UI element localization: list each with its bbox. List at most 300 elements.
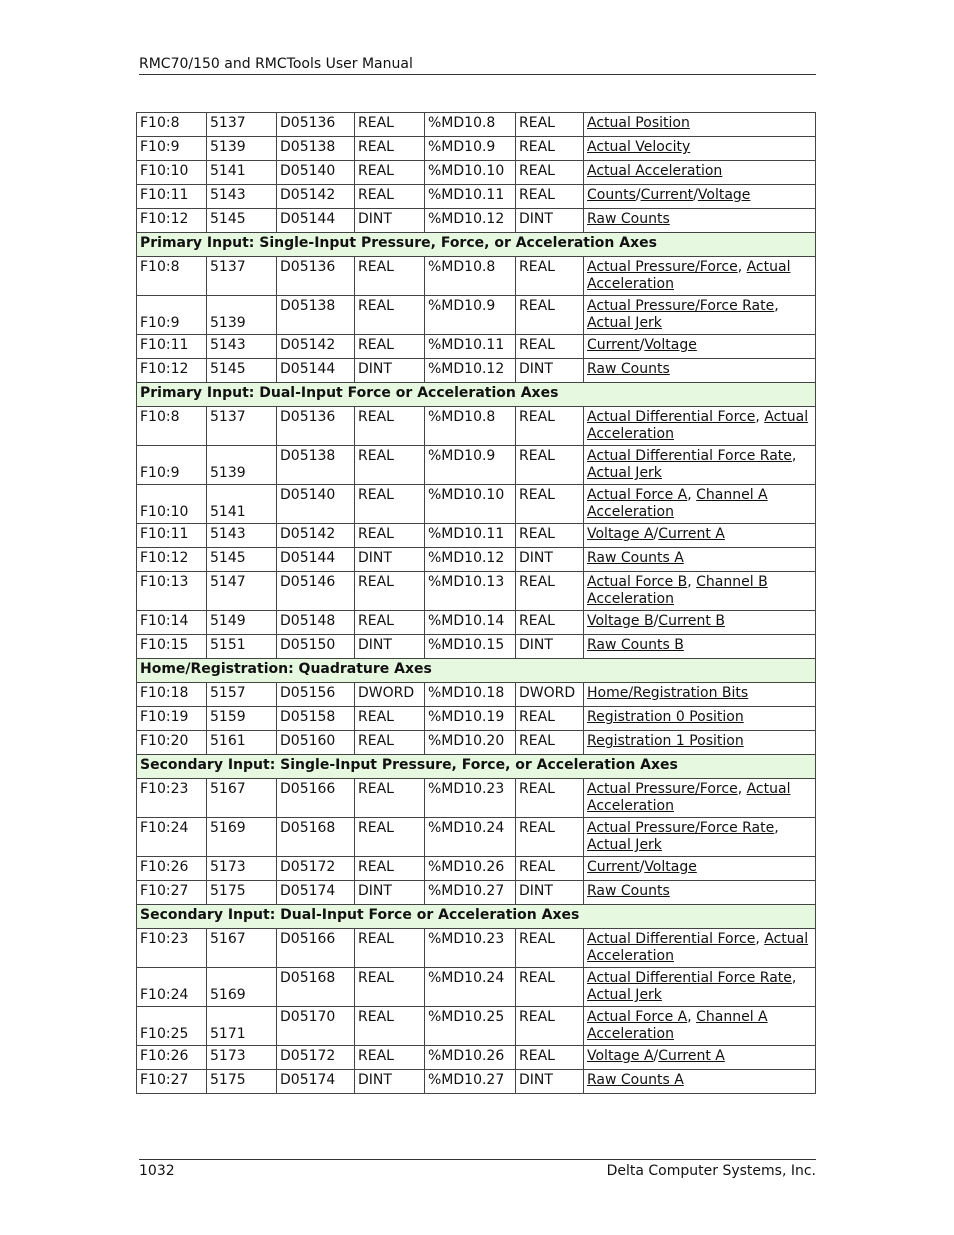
separator-text: , xyxy=(737,781,747,797)
description-cell xyxy=(584,707,816,731)
codesys-type-cell: REAL xyxy=(516,818,584,857)
description-link[interactable]: Actual Differential Force Rate xyxy=(587,448,792,464)
description-link[interactable]: Current B xyxy=(658,613,725,629)
description-link[interactable]: Actual Acceleration xyxy=(587,259,791,292)
section-header-row xyxy=(137,233,816,257)
file-address-cell: F10:26 xyxy=(137,857,207,881)
codesys-address-cell: %MD10.27 xyxy=(425,881,516,905)
description-cell xyxy=(584,161,816,185)
file-address-cell: F10:12 xyxy=(137,209,207,233)
codesys-address-cell: %MD10.9 xyxy=(425,296,516,335)
description-link[interactable]: Channel B Acceleration xyxy=(587,574,768,607)
modbus-address-cell: 5161 xyxy=(207,731,277,755)
description-link[interactable]: Counts xyxy=(587,187,636,203)
description-link[interactable]: Raw Counts xyxy=(587,211,670,227)
iec-type-cell: REAL xyxy=(355,929,425,968)
dfi-address-cell: D05166 xyxy=(277,779,355,818)
modbus-address-cell: 5137 xyxy=(207,407,277,446)
description-link[interactable]: Current A xyxy=(658,526,725,542)
codesys-type-cell: REAL xyxy=(516,929,584,968)
file-address-cell: F10:11 xyxy=(137,185,207,209)
modbus-address-cell: 5175 xyxy=(207,881,277,905)
codesys-type-cell: REAL xyxy=(516,335,584,359)
modbus-address-cell: 5147 xyxy=(207,572,277,611)
description-cell xyxy=(584,572,816,611)
table-row xyxy=(137,185,816,209)
description-link[interactable]: Actual Velocity xyxy=(587,139,691,155)
modbus-address-cell: 5143 xyxy=(207,335,277,359)
iec-type-cell: REAL xyxy=(355,818,425,857)
iec-type-cell: DWORD xyxy=(355,683,425,707)
modbus-address-cell: 5137 xyxy=(207,113,277,137)
description-cell xyxy=(584,779,816,818)
separator-text: , xyxy=(687,574,697,590)
iec-type-cell: REAL xyxy=(355,524,425,548)
description-link[interactable]: Voltage xyxy=(697,187,751,203)
modbus-address-cell: 5151 xyxy=(207,635,277,659)
description-link[interactable]: Current xyxy=(640,187,694,203)
separator-text: , xyxy=(774,820,779,836)
table-row xyxy=(137,635,816,659)
table-row xyxy=(137,881,816,905)
separator-text: / xyxy=(639,337,645,353)
description-cell xyxy=(584,968,816,1007)
table-row xyxy=(137,1046,816,1070)
codesys-address-cell: %MD10.13 xyxy=(425,572,516,611)
file-address-cell: F10:11 xyxy=(137,524,207,548)
codesys-type-cell: REAL xyxy=(516,407,584,446)
codesys-type-cell: REAL xyxy=(516,968,584,1007)
description-link[interactable]: Actual Jerk xyxy=(587,837,662,853)
iec-type-cell: REAL xyxy=(355,611,425,635)
description-link[interactable]: Home/Registration Bits xyxy=(587,685,749,701)
codesys-address-cell: %MD10.20 xyxy=(425,731,516,755)
description-cell xyxy=(584,929,816,968)
dfi-address-cell: D05168 xyxy=(277,968,355,1007)
description-link[interactable]: Actual Acceleration xyxy=(587,163,723,179)
description-link[interactable]: Voltage xyxy=(644,337,697,353)
separator-text: / xyxy=(653,613,659,629)
file-address-cell: F10:11 xyxy=(137,335,207,359)
codesys-type-cell: DINT xyxy=(516,635,584,659)
page-footer xyxy=(139,1159,816,1179)
modbus-address-cell: 5173 xyxy=(207,857,277,881)
iec-type-cell: REAL xyxy=(355,113,425,137)
section-title: Secondary Input: Single-Input Pressure, Force, or Acceleration Axes xyxy=(137,755,816,779)
separator-text: , xyxy=(687,487,697,503)
codesys-address-cell: %MD10.8 xyxy=(425,407,516,446)
table-row xyxy=(137,407,816,446)
description-link[interactable]: Actual Position xyxy=(587,115,690,131)
page-number: 1032 xyxy=(139,1163,175,1179)
file-address-cell: F10:8 xyxy=(137,257,207,296)
description-cell xyxy=(584,1070,816,1094)
codesys-address-cell: %MD10.12 xyxy=(425,359,516,383)
table-row xyxy=(137,209,816,233)
table-row xyxy=(137,1070,816,1094)
codesys-type-cell: REAL xyxy=(516,257,584,296)
file-address-cell: F10:20 xyxy=(137,731,207,755)
description-link[interactable]: Current A xyxy=(658,1048,725,1064)
dfi-address-cell: D05140 xyxy=(277,485,355,524)
iec-type-cell: REAL xyxy=(355,407,425,446)
dfi-address-cell: D05138 xyxy=(277,446,355,485)
iec-type-cell: DINT xyxy=(355,635,425,659)
separator-text: / xyxy=(639,859,645,875)
file-address-cell: F10:10 xyxy=(137,161,207,185)
modbus-address-cell: 5171 xyxy=(207,1007,277,1046)
separator-text: , xyxy=(791,970,797,986)
iec-type-cell: REAL xyxy=(355,296,425,335)
description-link[interactable]: Actual Acceleration xyxy=(587,781,791,814)
codesys-address-cell: %MD10.11 xyxy=(425,185,516,209)
table-row xyxy=(137,929,816,968)
codesys-address-cell: %MD10.23 xyxy=(425,929,516,968)
codesys-type-cell: DINT xyxy=(516,209,584,233)
description-cell xyxy=(584,635,816,659)
description-link[interactable]: Voltage A xyxy=(587,1048,654,1064)
dfi-address-cell: D05150 xyxy=(277,635,355,659)
file-address-cell: F10:27 xyxy=(137,881,207,905)
codesys-address-cell: %MD10.26 xyxy=(425,1046,516,1070)
codesys-type-cell: REAL xyxy=(516,731,584,755)
description-cell xyxy=(584,113,816,137)
codesys-address-cell: %MD10.24 xyxy=(425,818,516,857)
codesys-address-cell: %MD10.18 xyxy=(425,683,516,707)
table-row xyxy=(137,335,816,359)
table-row xyxy=(137,359,816,383)
codesys-type-cell: REAL xyxy=(516,161,584,185)
section-header-row xyxy=(137,905,816,929)
table-row xyxy=(137,113,816,137)
description-cell xyxy=(584,881,816,905)
description-link[interactable]: Actual Pressure/Force Rate xyxy=(587,820,775,836)
description-link[interactable]: Voltage A xyxy=(587,526,654,542)
dfi-address-cell: D05160 xyxy=(277,731,355,755)
modbus-address-cell: 5143 xyxy=(207,185,277,209)
description-link[interactable]: Actual Pressure/Force xyxy=(587,259,738,275)
dfi-address-cell: D05148 xyxy=(277,611,355,635)
section-title: Secondary Input: Dual-Input Force or Acceleration Axes xyxy=(137,905,816,929)
dfi-address-cell: D05142 xyxy=(277,185,355,209)
file-address-cell: F10:12 xyxy=(137,359,207,383)
file-address-cell: F10:25 xyxy=(137,1007,207,1046)
description-link[interactable]: Actual Jerk xyxy=(587,987,662,1003)
modbus-address-cell: 5169 xyxy=(207,818,277,857)
description-link[interactable]: Channel A Acceleration xyxy=(587,487,768,520)
iec-type-cell: DINT xyxy=(355,1070,425,1094)
codesys-address-cell: %MD10.8 xyxy=(425,113,516,137)
description-link[interactable]: Actual Pressure/Force Rate xyxy=(587,298,775,314)
table-row xyxy=(137,257,816,296)
file-address-cell: F10:12 xyxy=(137,548,207,572)
dfi-address-cell: D05168 xyxy=(277,818,355,857)
description-link[interactable]: Current xyxy=(587,337,640,353)
description-link[interactable]: Raw Counts B xyxy=(587,637,684,653)
codesys-type-cell: REAL xyxy=(516,296,584,335)
file-address-cell: F10:26 xyxy=(137,1046,207,1070)
dfi-address-cell: D05144 xyxy=(277,359,355,383)
description-cell xyxy=(584,137,816,161)
modbus-address-cell: 5145 xyxy=(207,209,277,233)
codesys-type-cell: REAL xyxy=(516,611,584,635)
iec-type-cell: REAL xyxy=(355,185,425,209)
codesys-type-cell: REAL xyxy=(516,137,584,161)
description-link[interactable]: Actual Acceleration xyxy=(587,409,809,442)
codesys-address-cell: %MD10.27 xyxy=(425,1070,516,1094)
section-header-row xyxy=(137,755,816,779)
section-title: Primary Input: Single-Input Pressure, Force, or Acceleration Axes xyxy=(137,233,816,257)
table-row xyxy=(137,611,816,635)
description-link[interactable]: Raw Counts A xyxy=(587,550,684,566)
description-link[interactable]: Actual Jerk xyxy=(587,465,662,481)
iec-type-cell: DINT xyxy=(355,881,425,905)
iec-type-cell: REAL xyxy=(355,1007,425,1046)
modbus-address-cell: 5157 xyxy=(207,683,277,707)
codesys-address-cell: %MD10.12 xyxy=(425,548,516,572)
codesys-type-cell: REAL xyxy=(516,779,584,818)
dfi-address-cell: D05144 xyxy=(277,548,355,572)
description-link[interactable]: Actual Jerk xyxy=(587,315,662,331)
dfi-address-cell: D05172 xyxy=(277,857,355,881)
dfi-address-cell: D05140 xyxy=(277,161,355,185)
dfi-address-cell: D05142 xyxy=(277,524,355,548)
file-address-cell: F10:8 xyxy=(137,113,207,137)
separator-text: , xyxy=(755,409,765,425)
codesys-type-cell: DINT xyxy=(516,548,584,572)
description-link[interactable]: Actual Pressure/Force xyxy=(587,781,738,797)
dfi-address-cell: D05136 xyxy=(277,113,355,137)
codesys-type-cell: REAL xyxy=(516,857,584,881)
description-link[interactable]: Raw Counts xyxy=(587,883,670,899)
iec-type-cell: REAL xyxy=(355,161,425,185)
codesys-type-cell: REAL xyxy=(516,1007,584,1046)
register-table xyxy=(136,112,816,1094)
description-cell xyxy=(584,485,816,524)
codesys-type-cell: REAL xyxy=(516,485,584,524)
separator-text: / xyxy=(653,526,659,542)
modbus-address-cell: 5175 xyxy=(207,1070,277,1094)
codesys-address-cell: %MD10.8 xyxy=(425,257,516,296)
modbus-address-cell: 5137 xyxy=(207,257,277,296)
codesys-address-cell: %MD10.11 xyxy=(425,524,516,548)
codesys-address-cell: %MD10.9 xyxy=(425,137,516,161)
table-row xyxy=(137,857,816,881)
file-address-cell: F10:10 xyxy=(137,485,207,524)
codesys-type-cell: DINT xyxy=(516,359,584,383)
dfi-address-cell: D05166 xyxy=(277,929,355,968)
description-cell xyxy=(584,185,816,209)
iec-type-cell: REAL xyxy=(355,257,425,296)
table-row xyxy=(137,779,816,818)
file-address-cell: F10:27 xyxy=(137,1070,207,1094)
dfi-address-cell: D05158 xyxy=(277,707,355,731)
codesys-type-cell: DINT xyxy=(516,881,584,905)
codesys-address-cell: %MD10.9 xyxy=(425,446,516,485)
section-title: Primary Input: Dual-Input Force or Acceleration Axes xyxy=(137,383,816,407)
description-link[interactable]: Voltage B xyxy=(587,613,654,629)
description-cell xyxy=(584,1046,816,1070)
modbus-address-cell: 5139 xyxy=(207,296,277,335)
description-link[interactable]: Actual Acceleration xyxy=(587,931,809,964)
codesys-type-cell: DWORD xyxy=(516,683,584,707)
table-row xyxy=(137,161,816,185)
section-header-row xyxy=(137,383,816,407)
table-row xyxy=(137,572,816,611)
separator-text: / xyxy=(653,1048,659,1064)
codesys-type-cell: REAL xyxy=(516,572,584,611)
description-link[interactable]: Channel A Acceleration xyxy=(587,1009,768,1042)
modbus-address-cell: 5143 xyxy=(207,524,277,548)
modbus-address-cell: 5139 xyxy=(207,446,277,485)
description-link[interactable]: Actual Differential Force xyxy=(587,931,756,947)
description-cell xyxy=(584,335,816,359)
iec-type-cell: DINT xyxy=(355,548,425,572)
modbus-address-cell: 5173 xyxy=(207,1046,277,1070)
description-link[interactable]: Raw Counts xyxy=(587,361,670,377)
table-row xyxy=(137,548,816,572)
dfi-address-cell: D05138 xyxy=(277,296,355,335)
separator-text: / xyxy=(635,187,641,203)
modbus-address-cell: 5169 xyxy=(207,968,277,1007)
table-row xyxy=(137,446,816,485)
iec-type-cell: DINT xyxy=(355,359,425,383)
dfi-address-cell: D05146 xyxy=(277,572,355,611)
file-address-cell: F10:14 xyxy=(137,611,207,635)
separator-text: , xyxy=(774,298,779,314)
file-address-cell: F10:13 xyxy=(137,572,207,611)
dfi-address-cell: D05172 xyxy=(277,1046,355,1070)
separator-text: , xyxy=(737,259,747,275)
iec-type-cell: REAL xyxy=(355,779,425,818)
file-address-cell: F10:9 xyxy=(137,446,207,485)
codesys-type-cell: REAL xyxy=(516,185,584,209)
codesys-type-cell: REAL xyxy=(516,707,584,731)
iec-type-cell: REAL xyxy=(355,137,425,161)
section-title: Home/Registration: Quadrature Axes xyxy=(137,659,816,683)
codesys-address-cell: %MD10.25 xyxy=(425,1007,516,1046)
codesys-address-cell: %MD10.10 xyxy=(425,485,516,524)
dfi-address-cell: D05144 xyxy=(277,209,355,233)
table-row xyxy=(137,296,816,335)
file-address-cell: F10:24 xyxy=(137,968,207,1007)
page-header xyxy=(139,56,816,75)
file-address-cell: F10:24 xyxy=(137,818,207,857)
modbus-address-cell: 5141 xyxy=(207,485,277,524)
table-row xyxy=(137,137,816,161)
dfi-address-cell: D05174 xyxy=(277,1070,355,1094)
modbus-address-cell: 5167 xyxy=(207,779,277,818)
description-cell xyxy=(584,209,816,233)
table-row xyxy=(137,731,816,755)
modbus-address-cell: 5159 xyxy=(207,707,277,731)
description-link[interactable]: Current xyxy=(587,859,640,875)
file-address-cell: F10:23 xyxy=(137,779,207,818)
codesys-address-cell: %MD10.15 xyxy=(425,635,516,659)
modbus-address-cell: 5139 xyxy=(207,137,277,161)
modbus-address-cell: 5141 xyxy=(207,161,277,185)
description-link[interactable]: Registration 0 Position xyxy=(587,709,744,725)
dfi-address-cell: D05136 xyxy=(277,257,355,296)
codesys-address-cell: %MD10.10 xyxy=(425,161,516,185)
iec-type-cell: REAL xyxy=(355,1046,425,1070)
table-row xyxy=(137,968,816,1007)
modbus-address-cell: 5167 xyxy=(207,929,277,968)
description-cell xyxy=(584,446,816,485)
codesys-address-cell: %MD10.24 xyxy=(425,968,516,1007)
table-row xyxy=(137,1007,816,1046)
description-cell xyxy=(584,731,816,755)
description-link[interactable]: Registration 1 Position xyxy=(587,733,744,749)
iec-type-cell: REAL xyxy=(355,572,425,611)
table-row xyxy=(137,683,816,707)
description-link[interactable]: Actual Differential Force Rate xyxy=(587,970,792,986)
description-cell xyxy=(584,548,816,572)
modbus-address-cell: 5149 xyxy=(207,611,277,635)
iec-type-cell: REAL xyxy=(355,731,425,755)
description-link[interactable]: Voltage xyxy=(644,859,697,875)
section-header-row xyxy=(137,659,816,683)
description-cell xyxy=(584,1007,816,1046)
file-address-cell: F10:9 xyxy=(137,137,207,161)
codesys-type-cell: REAL xyxy=(516,113,584,137)
file-address-cell: F10:23 xyxy=(137,929,207,968)
description-link[interactable]: Actual Force B xyxy=(587,574,688,590)
description-cell xyxy=(584,524,816,548)
file-address-cell: F10:18 xyxy=(137,683,207,707)
dfi-address-cell: D05138 xyxy=(277,137,355,161)
codesys-type-cell: REAL xyxy=(516,524,584,548)
codesys-address-cell: %MD10.26 xyxy=(425,857,516,881)
description-cell xyxy=(584,857,816,881)
description-cell xyxy=(584,257,816,296)
description-cell xyxy=(584,407,816,446)
dfi-address-cell: D05170 xyxy=(277,1007,355,1046)
codesys-address-cell: %MD10.19 xyxy=(425,707,516,731)
description-link[interactable]: Actual Force A xyxy=(587,1009,688,1025)
dfi-address-cell: D05142 xyxy=(277,335,355,359)
dfi-address-cell: D05156 xyxy=(277,683,355,707)
description-link[interactable]: Raw Counts A xyxy=(587,1072,684,1088)
modbus-address-cell: 5145 xyxy=(207,359,277,383)
separator-text: , xyxy=(791,448,797,464)
separator-text: / xyxy=(693,187,698,203)
iec-type-cell: REAL xyxy=(355,968,425,1007)
codesys-type-cell: DINT xyxy=(516,1070,584,1094)
iec-type-cell: REAL xyxy=(355,707,425,731)
description-link[interactable]: Actual Force A xyxy=(587,487,688,503)
file-address-cell: F10:15 xyxy=(137,635,207,659)
company-name: Delta Computer Systems, Inc. xyxy=(606,1163,816,1179)
description-cell xyxy=(584,359,816,383)
description-cell xyxy=(584,818,816,857)
description-link[interactable]: Actual Differential Force xyxy=(587,409,756,425)
dfi-address-cell: D05136 xyxy=(277,407,355,446)
description-cell xyxy=(584,683,816,707)
description-cell xyxy=(584,296,816,335)
codesys-address-cell: %MD10.11 xyxy=(425,335,516,359)
codesys-address-cell: %MD10.14 xyxy=(425,611,516,635)
separator-text: , xyxy=(687,1009,697,1025)
iec-type-cell: REAL xyxy=(355,857,425,881)
codesys-type-cell: REAL xyxy=(516,446,584,485)
manual-title: RMC70/150 and RMCTools User Manual xyxy=(139,56,413,72)
modbus-address-cell: 5145 xyxy=(207,548,277,572)
codesys-address-cell: %MD10.23 xyxy=(425,779,516,818)
file-address-cell: F10:19 xyxy=(137,707,207,731)
iec-type-cell: REAL xyxy=(355,485,425,524)
iec-type-cell: REAL xyxy=(355,335,425,359)
